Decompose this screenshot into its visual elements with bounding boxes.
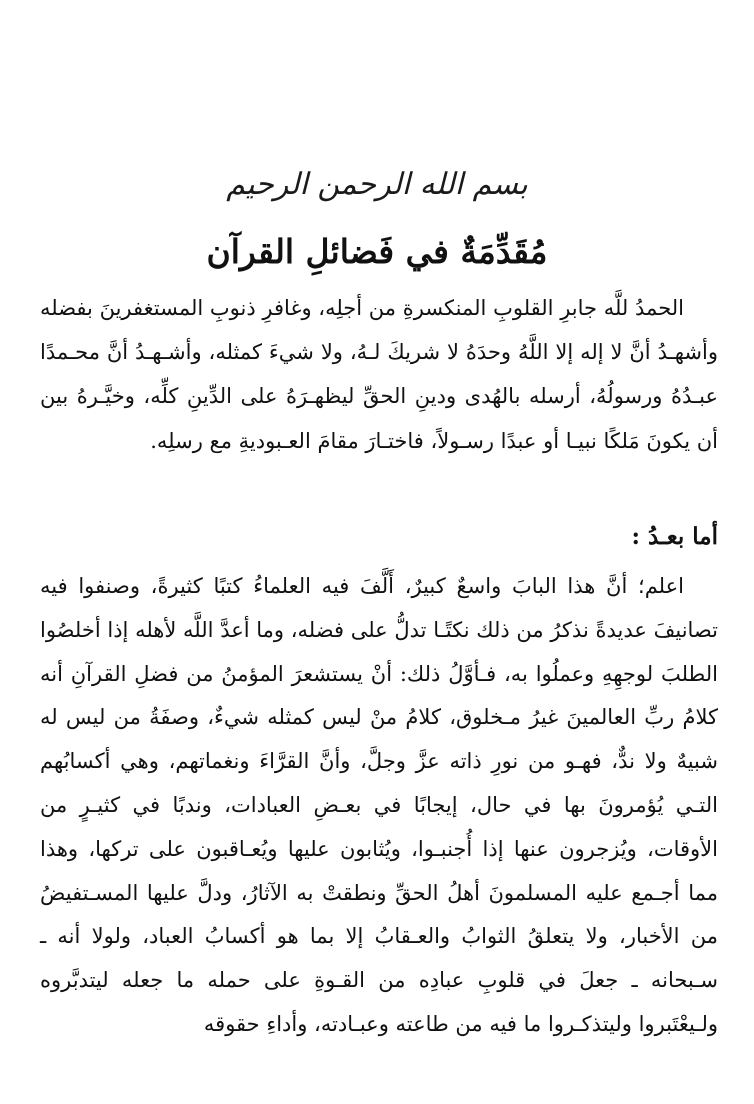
basmala-calligraphy: بسم الله الرحمن الرحيم — [226, 167, 528, 202]
body-paragraph-text: اعلم؛ أنَّ هذا البابَ واسعٌ كبيرٌ، أَلَّفَ فيه العلماءُ كتبًا كثيرةً، وصنفوا فيه تصانيفَ عديدةً نذكرُ من ذلك نكتًـا تدلُّ على فضله، وما أعدَّ اللَّه لأهله إذا أخلصُوا الطلبَ لوجهِهِ وعملُوا به، فـأوَّلُ ذلك: أنْ يستشعرَ المؤمنُ من فضلِ القرآنِ أنه كلامُ ربِّ العالمينَ غيرُ مـخلوق، كلامُ منْ ليس كمثله شيءٌ، وصفَةُ من ليس له شبيهٌ ولا ندٌّ، فهـو من نورِ ذاته عزَّ وجلَّ، وأنَّ القرَّاءَ ونغماتهم، وهي أكسابُهم التـي يُؤمرونَ بها في حال، إيجابًا في بعـضِ العبادات، وندبًا في كثيـرٍ من الأوقات، ويُزجرون عنها إذا أُجنبـوا، ويُثابون عليها ويُعـاقبون على تركها، وهذا مما أجـمع عليه المسلمونَ أهلُ الحقِّ ونطقتْ به الآثارُ، ودلَّ عليها المسـتفيضُ من الأخبار، ولا يتعلقُ الثوابُ والعـقابُ إلا بما هو أكسابُ العباد، ولولا أنه ـ سـبحانه ـ جعلَ في قلوبِ عبادِه من القـوةِ على حمله ما جعله ليتدبَّروه ولـيعْتَبروا وليتذكـروا ما فيه من طاعته وعبـادته، وأداءِ حقوقه — [40, 574, 718, 1036]
intro-paragraph — [40, 286, 718, 463]
section-subheading: أما بعـدُ : — [631, 523, 718, 550]
intro-paragraph-text: الحمدُ للَّه جابرِ القلوبِ المنكسرةِ من أجلِه، وغافرِ ذنوبِ المستغفرينَ بفضله وأشهـدُ أنَّ لا إله إلا اللَّهُ وحدَهُ لا شريكَ لـهُ، ولا شيءَ كمثله، وأشـهـدُ أنَّ محـمدًا عبـدُهُ ورسولُهُ، أرسله بالهُدى ودينِ الحقِّ ليظهـرَهُ على الدِّينِ كلِّه، وخيَّـرهُ بين أن يكونَ مَلكًا نبيـا أو عبدًا رسـولاً، فاختـارَ مقامَ العـبوديةِ مع رسلِه. — [40, 296, 718, 453]
body-paragraph — [40, 565, 718, 1047]
chapter-title: مُقَدِّمَةٌ في فَضائلِ القرآن — [206, 232, 548, 271]
